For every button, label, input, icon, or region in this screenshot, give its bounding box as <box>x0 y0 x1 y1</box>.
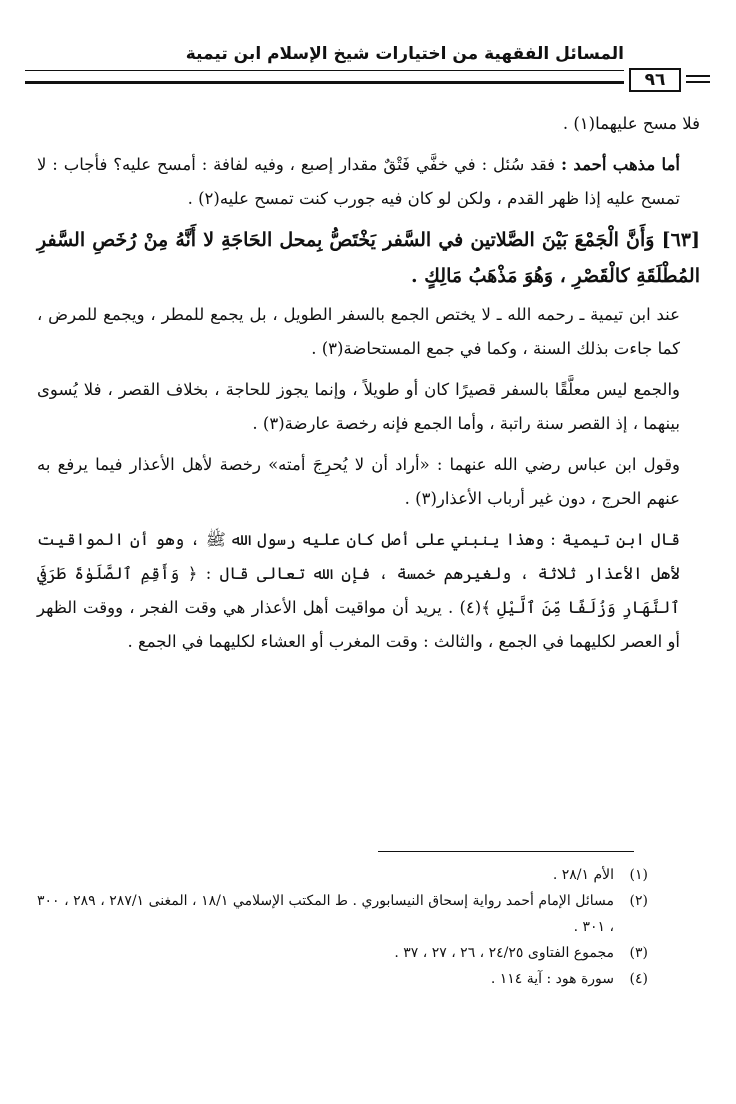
section-heading: [٦٣] وَأَنَّ الْجَمْعَ بَيْنَ الصَّلاتين في السَّفر يَخْتَصُّ بِمحل الحَاجَةِ لا أَنَّهُ مِنْ رُخَصِ السَّفرِ المُطْلَقَةِ كالْقَصْرِ ، وَهُوَ مَذْهَبُ مَالِكٍ . <box>37 229 700 287</box>
paragraph-text: فلا مسح عليهما(١) . <box>562 114 700 133</box>
footnote <box>37 862 648 888</box>
paragraph-text: عند ابن تيمية ـ رحمه الله ـ لا يختص الجمع بالسفر الطويل ، بل يجمع للمطر ، ويجمع للمرض ، كما جاءت بذلك السنة ، وكما في جمع المستحاضة(٣) . <box>37 305 680 358</box>
paragraph-text: قال ابن تيمية : وهذا ينبني على أصل كان عليه رسول الله ﷺ ، وهو أن المواقيت لأهل الأعذار ثلاثة ، ولغيرهم خمسة ، فإن الله تعالى قال : ﴿ وَأَقِمِ ٱلصَّلَوٰةَ طَرَفَيِ ٱلنَّهَارِ وَزُلَفًا مِّنَ ٱلَّيْلِ ﴾(٤) . يريد أن مواقيت أهل الأعذار هي وقت الفجر ، ووقت الظهر أو العصر لكليهما في الجمع ، والثالث : وقت المغرب أو العشاء لكليهما في الجمع . <box>37 530 680 651</box>
paragraph <box>37 523 700 659</box>
paragraph-text: والجمع ليس معلَّقًا بالسفر قصيرًا كان أو طويلاً ، وإنما يجوز للحاجة ، بخلاف القصر ، فلا يُسوى بينهما ، إذ القصر سنة راتبة ، وأما الجمع فإنه رخصة عارضة(٣) . <box>37 380 680 433</box>
paragraph <box>37 107 700 141</box>
footnote <box>37 966 648 992</box>
footnote <box>37 940 648 966</box>
page-number-dash <box>686 75 710 77</box>
main-text <box>37 107 700 659</box>
paragraph <box>37 448 700 516</box>
paragraph-text: فقد سُئل : في خفَّي فَتْقٌ مقدار إصبع ، وفيه لفافة : أمسح عليه؟ فأجاب : لا تمسح عليه إذا ظهر القدم ، ولكن لو كان فيه جورب كنت تمسح عليه(٢) . <box>37 155 680 208</box>
footnote-number: (٤) <box>629 971 648 987</box>
footnote-number: (٢) <box>629 893 648 909</box>
footnote <box>37 888 648 940</box>
paragraph-lead: أما مذهب أحمد : <box>560 155 680 174</box>
paragraph <box>37 298 700 366</box>
paragraph <box>37 373 700 441</box>
header-rule-thick <box>25 81 624 84</box>
paragraph <box>37 148 700 216</box>
footnote-text: سورة هود : آية ١١٤ . <box>490 971 614 987</box>
footnote-text: مسائل الإمام أحمد رواية إسحاق النيسابوري . ط المكتب الإسلامي ١٨/١ ، المغنى ٢٨٧/١ ، ٢٨٩ ، ٣٠٠ ، ٣٠١ . <box>37 893 614 935</box>
footnotes <box>37 862 648 992</box>
footnote-number: (١) <box>629 867 648 883</box>
running-header-title: المسائل الفقهية من اختيارات شيخ الإسلام ابن تيمية <box>185 44 624 64</box>
page-number-dash <box>686 81 710 83</box>
header-rule-thin <box>25 70 624 71</box>
page-number: ٩٦ <box>629 68 681 92</box>
footnote-number: (٣) <box>629 945 648 961</box>
footnote-separator <box>378 851 634 852</box>
footnote-text: مجموع الفتاوى ٢٤/٢٥ ، ٢٦ ، ٢٧ ، ٣٧ . <box>394 945 614 961</box>
footnote-text: الأم ٢٨/١ . <box>552 867 614 883</box>
paragraph-text: وقول ابن عباس رضي الله عنهما : «أراد أن لا يُحرِجَ أمته» رخصة لأهل الأعذار فيما يرفع به عنهم الحرج ، دون غير أرباب الأعذار(٣) . <box>37 455 680 508</box>
